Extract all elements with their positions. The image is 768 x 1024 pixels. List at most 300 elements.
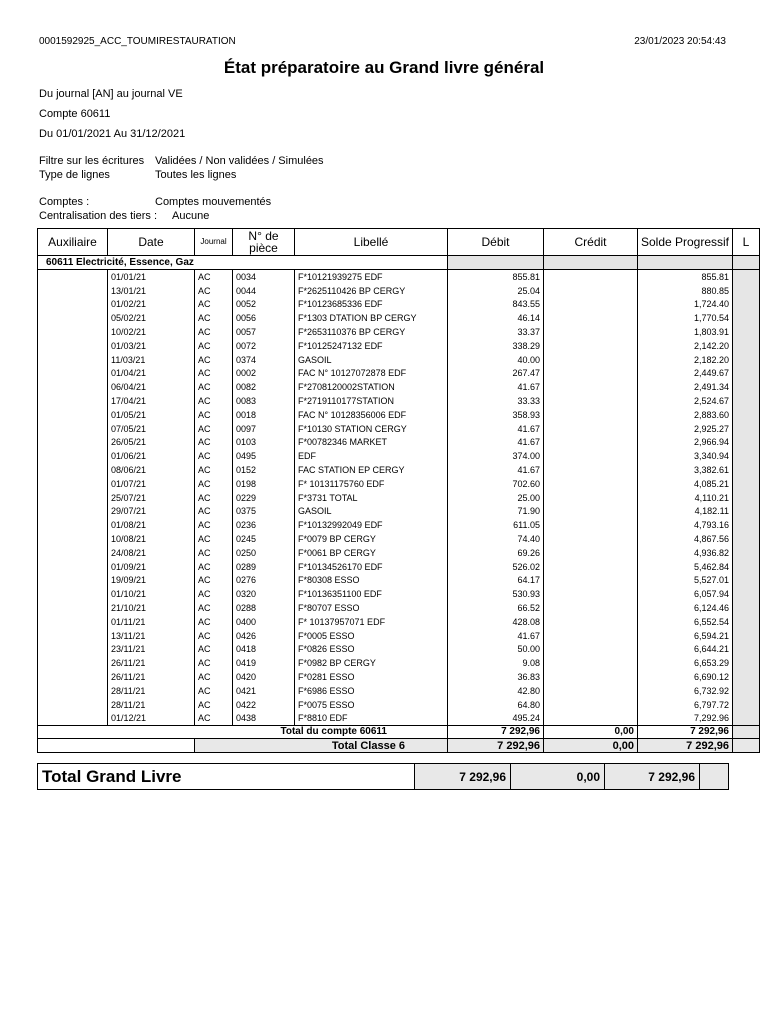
cell-auxiliaire bbox=[38, 601, 108, 615]
cell-libelle: FAC STATION EP CERGY bbox=[295, 463, 448, 477]
cell-credit bbox=[544, 408, 638, 422]
table-row bbox=[38, 284, 760, 298]
cell-l bbox=[733, 339, 760, 353]
cell-debit: 41.67 bbox=[448, 380, 544, 394]
cell-l bbox=[733, 615, 760, 629]
cell-piece: 0426 bbox=[233, 629, 295, 643]
accounts-label: Comptes : bbox=[39, 196, 90, 208]
cell-journal: AC bbox=[195, 380, 233, 394]
cell-l bbox=[733, 656, 760, 670]
cell-l bbox=[733, 587, 760, 601]
cell-l bbox=[733, 698, 760, 712]
cell-journal: AC bbox=[195, 367, 233, 381]
cell-l bbox=[733, 601, 760, 615]
cell-date: 01/02/21 bbox=[108, 298, 195, 312]
account-total-solde: 7 292,96 bbox=[638, 726, 733, 739]
table-row bbox=[38, 270, 760, 284]
page-title: État préparatoire au Grand livre général bbox=[223, 58, 545, 77]
cell-credit bbox=[544, 325, 638, 339]
cell-piece: 0320 bbox=[233, 587, 295, 601]
cell-debit: 530.93 bbox=[448, 587, 544, 601]
cell-date: 28/11/21 bbox=[108, 684, 195, 698]
col-credit: Crédit bbox=[544, 229, 638, 256]
cell-auxiliaire bbox=[38, 436, 108, 450]
cell-solde: 2,491.34 bbox=[638, 380, 733, 394]
ledger-table bbox=[37, 228, 760, 753]
table-row bbox=[38, 574, 760, 588]
report-id: 0001592925_ACC_TOUMIRESTAURATION bbox=[39, 36, 236, 47]
date-range: Du 01/01/2021 Au 31/12/2021 bbox=[39, 128, 186, 140]
cell-solde: 2,524.67 bbox=[638, 394, 733, 408]
cell-solde: 855.81 bbox=[638, 270, 733, 284]
cell-journal: AC bbox=[195, 436, 233, 450]
cell-debit: 611.05 bbox=[448, 518, 544, 532]
col-journal: Journal bbox=[195, 229, 233, 256]
journal-range: Du journal [AN] au journal VE bbox=[39, 88, 183, 100]
cell-piece: 0103 bbox=[233, 436, 295, 450]
cell-credit bbox=[544, 574, 638, 588]
cell-libelle: F*8810 EDF bbox=[295, 712, 448, 726]
cell-auxiliaire bbox=[38, 574, 108, 588]
cell-auxiliaire bbox=[38, 353, 108, 367]
cell-libelle: F*0281 ESSO bbox=[295, 670, 448, 684]
cell-date: 24/08/21 bbox=[108, 546, 195, 560]
cell-libelle: F*10136351100 EDF bbox=[295, 587, 448, 601]
cell-debit: 41.67 bbox=[448, 422, 544, 436]
cell-journal: AC bbox=[195, 698, 233, 712]
cell-libelle: F*0982 BP CERGY bbox=[295, 656, 448, 670]
cell-libelle: F*0079 BP CERGY bbox=[295, 532, 448, 546]
cell-auxiliaire bbox=[38, 518, 108, 532]
cell-journal: AC bbox=[195, 670, 233, 684]
cell-journal: AC bbox=[195, 463, 233, 477]
cell-solde: 5,462.84 bbox=[638, 560, 733, 574]
cell-date: 07/05/21 bbox=[108, 422, 195, 436]
cell-date: 28/11/21 bbox=[108, 698, 195, 712]
cell-solde: 2,449.67 bbox=[638, 367, 733, 381]
cell-solde: 4,110.21 bbox=[638, 491, 733, 505]
cell-date: 01/09/21 bbox=[108, 560, 195, 574]
cell-date: 29/07/21 bbox=[108, 505, 195, 519]
cell-auxiliaire bbox=[38, 270, 108, 284]
table-row bbox=[38, 656, 760, 670]
cell-l bbox=[733, 643, 760, 657]
cell-piece: 0419 bbox=[233, 656, 295, 670]
cell-libelle: F*2719110177STATION bbox=[295, 394, 448, 408]
col-solde: Solde Progressif bbox=[638, 229, 733, 256]
cell-date: 01/12/21 bbox=[108, 712, 195, 726]
cell-auxiliaire bbox=[38, 629, 108, 643]
cell-debit: 33.37 bbox=[448, 325, 544, 339]
filter-label: Filtre sur les écritures bbox=[39, 155, 145, 167]
class-total-debit: 7 292,96 bbox=[448, 739, 544, 753]
table-row bbox=[38, 394, 760, 408]
table-row bbox=[38, 298, 760, 312]
cell-date: 01/10/21 bbox=[108, 587, 195, 601]
cell-l bbox=[733, 560, 760, 574]
cell-solde: 3,340.94 bbox=[638, 449, 733, 463]
class-total-spacer bbox=[38, 739, 195, 753]
cell-l bbox=[733, 684, 760, 698]
cell-libelle: F*3731 TOTAL bbox=[295, 491, 448, 505]
cell-journal: AC bbox=[195, 587, 233, 601]
cell-debit: 702.60 bbox=[448, 477, 544, 491]
cell-libelle: F*10130 STATION CERGY bbox=[295, 422, 448, 436]
cell-auxiliaire bbox=[38, 394, 108, 408]
cell-solde: 6,057.94 bbox=[638, 587, 733, 601]
cell-solde: 3,382.61 bbox=[638, 463, 733, 477]
table-row bbox=[38, 491, 760, 505]
cell-credit bbox=[544, 339, 638, 353]
table-row bbox=[38, 698, 760, 712]
cell-auxiliaire bbox=[38, 380, 108, 394]
cell-l bbox=[733, 422, 760, 436]
cell-date: 01/04/21 bbox=[108, 367, 195, 381]
cell-journal: AC bbox=[195, 518, 233, 532]
cell-piece: 0044 bbox=[233, 284, 295, 298]
table-row bbox=[38, 505, 760, 519]
cell-piece: 0288 bbox=[233, 601, 295, 615]
cell-solde: 6,124.46 bbox=[638, 601, 733, 615]
cell-journal: AC bbox=[195, 574, 233, 588]
cell-auxiliaire bbox=[38, 698, 108, 712]
cell-date: 13/01/21 bbox=[108, 284, 195, 298]
cell-piece: 0229 bbox=[233, 491, 295, 505]
cell-piece: 0034 bbox=[233, 270, 295, 284]
cell-debit: 64.80 bbox=[448, 698, 544, 712]
cell-debit: 41.67 bbox=[448, 436, 544, 450]
cell-debit: 41.67 bbox=[448, 463, 544, 477]
cell-date: 11/03/21 bbox=[108, 353, 195, 367]
cell-debit: 25.04 bbox=[448, 284, 544, 298]
cell-date: 05/02/21 bbox=[108, 311, 195, 325]
cell-solde: 2,966.94 bbox=[638, 436, 733, 450]
cell-journal: AC bbox=[195, 298, 233, 312]
cell-credit bbox=[544, 284, 638, 298]
cell-l bbox=[733, 436, 760, 450]
cell-credit bbox=[544, 601, 638, 615]
cell-libelle: F*10132992049 EDF bbox=[295, 518, 448, 532]
cell-debit: 46.14 bbox=[448, 311, 544, 325]
table-row bbox=[38, 325, 760, 339]
centralisation-label: Centralisation des tiers : bbox=[39, 210, 157, 222]
cell-auxiliaire bbox=[38, 339, 108, 353]
cell-auxiliaire bbox=[38, 477, 108, 491]
cell-date: 25/07/21 bbox=[108, 491, 195, 505]
cell-credit bbox=[544, 629, 638, 643]
cell-piece: 0083 bbox=[233, 394, 295, 408]
cell-journal: AC bbox=[195, 491, 233, 505]
table-row bbox=[38, 367, 760, 381]
table-row bbox=[38, 560, 760, 574]
cell-libelle: F*2708120002STATION bbox=[295, 380, 448, 394]
cell-date: 26/11/21 bbox=[108, 656, 195, 670]
cell-libelle: F*10121939275 EDF bbox=[295, 270, 448, 284]
cell-solde: 2,142.20 bbox=[638, 339, 733, 353]
cell-auxiliaire bbox=[38, 367, 108, 381]
cell-piece: 0276 bbox=[233, 574, 295, 588]
col-auxiliaire: Auxiliaire bbox=[38, 229, 108, 256]
table-header bbox=[38, 229, 760, 256]
cell-credit bbox=[544, 477, 638, 491]
cell-date: 26/11/21 bbox=[108, 670, 195, 684]
cell-l bbox=[733, 325, 760, 339]
cell-debit: 374.00 bbox=[448, 449, 544, 463]
cell-auxiliaire bbox=[38, 684, 108, 698]
cell-auxiliaire bbox=[38, 560, 108, 574]
cell-libelle: F*0005 ESSO bbox=[295, 629, 448, 643]
cell-solde: 4,793.16 bbox=[638, 518, 733, 532]
cell-piece: 0236 bbox=[233, 518, 295, 532]
cell-solde: 1,803.91 bbox=[638, 325, 733, 339]
cell-libelle: F*10123685336 EDF bbox=[295, 298, 448, 312]
cell-debit: 41.67 bbox=[448, 629, 544, 643]
cell-piece: 0418 bbox=[233, 643, 295, 657]
cell-libelle: EDF bbox=[295, 449, 448, 463]
cell-piece: 0152 bbox=[233, 463, 295, 477]
cell-libelle: F*0061 BP CERGY bbox=[295, 546, 448, 560]
cell-piece: 0422 bbox=[233, 698, 295, 712]
cell-l bbox=[733, 712, 760, 726]
cell-l bbox=[733, 463, 760, 477]
cell-auxiliaire bbox=[38, 712, 108, 726]
cell-date: 10/02/21 bbox=[108, 325, 195, 339]
cell-date: 26/05/21 bbox=[108, 436, 195, 450]
cell-debit: 25.00 bbox=[448, 491, 544, 505]
cell-piece: 0002 bbox=[233, 367, 295, 381]
cell-journal: AC bbox=[195, 325, 233, 339]
cell-solde: 6,653.29 bbox=[638, 656, 733, 670]
cell-date: 10/08/21 bbox=[108, 532, 195, 546]
cell-debit: 74.40 bbox=[448, 532, 544, 546]
cell-libelle: GASOIL bbox=[295, 353, 448, 367]
cell-piece: 0400 bbox=[233, 615, 295, 629]
cell-auxiliaire bbox=[38, 656, 108, 670]
cell-libelle: F*6986 ESSO bbox=[295, 684, 448, 698]
cell-credit bbox=[544, 684, 638, 698]
cell-solde: 5,527.01 bbox=[638, 574, 733, 588]
cell-auxiliaire bbox=[38, 670, 108, 684]
cell-debit: 495.24 bbox=[448, 712, 544, 726]
report-timestamp: 23/01/2023 20:54:43 bbox=[634, 36, 726, 47]
cell-date: 01/06/21 bbox=[108, 449, 195, 463]
class-total-credit: 0,00 bbox=[544, 739, 638, 753]
cell-date: 08/06/21 bbox=[108, 463, 195, 477]
cell-piece: 0495 bbox=[233, 449, 295, 463]
cell-libelle: F*10125247132 EDF bbox=[295, 339, 448, 353]
grand-total-debit: 7 292,96 bbox=[415, 764, 511, 790]
cell-piece: 0421 bbox=[233, 684, 295, 698]
grand-total-label: Total Grand Livre bbox=[38, 764, 415, 790]
cell-credit bbox=[544, 546, 638, 560]
cell-debit: 358.93 bbox=[448, 408, 544, 422]
cell-journal: AC bbox=[195, 643, 233, 657]
col-date: Date bbox=[108, 229, 195, 256]
cell-date: 01/08/21 bbox=[108, 518, 195, 532]
cell-debit: 69.26 bbox=[448, 546, 544, 560]
cell-libelle: F*0075 ESSO bbox=[295, 698, 448, 712]
cell-journal: AC bbox=[195, 712, 233, 726]
cell-debit: 428.08 bbox=[448, 615, 544, 629]
cell-journal: AC bbox=[195, 311, 233, 325]
cell-l bbox=[733, 491, 760, 505]
table-row bbox=[38, 615, 760, 629]
cell-l bbox=[733, 477, 760, 491]
cell-debit: 526.02 bbox=[448, 560, 544, 574]
cell-auxiliaire bbox=[38, 491, 108, 505]
cell-credit bbox=[544, 532, 638, 546]
cell-l bbox=[733, 298, 760, 312]
cell-credit bbox=[544, 712, 638, 726]
cell-credit bbox=[544, 367, 638, 381]
cell-libelle: F*1303 DTATION BP CERGY bbox=[295, 311, 448, 325]
cell-l bbox=[733, 505, 760, 519]
cell-l bbox=[733, 380, 760, 394]
cell-journal: AC bbox=[195, 656, 233, 670]
cell-debit: 33.33 bbox=[448, 394, 544, 408]
cell-l bbox=[733, 629, 760, 643]
class-total-label: Total Classe 6 bbox=[195, 739, 448, 753]
cell-l bbox=[733, 449, 760, 463]
cell-journal: AC bbox=[195, 422, 233, 436]
cell-date: 01/03/21 bbox=[108, 339, 195, 353]
cell-piece: 0420 bbox=[233, 670, 295, 684]
cell-credit bbox=[544, 656, 638, 670]
table-row bbox=[38, 477, 760, 491]
table-row bbox=[38, 587, 760, 601]
cell-l bbox=[733, 353, 760, 367]
cell-libelle: FAC N° 10128356006 EDF bbox=[295, 408, 448, 422]
cell-journal: AC bbox=[195, 270, 233, 284]
cell-piece: 0097 bbox=[233, 422, 295, 436]
cell-debit: 50.00 bbox=[448, 643, 544, 657]
cell-credit bbox=[544, 298, 638, 312]
account-total-l bbox=[733, 726, 760, 739]
cell-piece: 0056 bbox=[233, 311, 295, 325]
cell-libelle: F*2625110426 BP CERGY bbox=[295, 284, 448, 298]
col-piece: N° de pièce bbox=[233, 229, 295, 256]
cell-auxiliaire bbox=[38, 505, 108, 519]
cell-solde: 1,770.54 bbox=[638, 311, 733, 325]
cell-l bbox=[733, 670, 760, 684]
cell-credit bbox=[544, 380, 638, 394]
cell-solde: 6,797.72 bbox=[638, 698, 733, 712]
table-row bbox=[38, 380, 760, 394]
cell-piece: 0057 bbox=[233, 325, 295, 339]
cell-debit: 71.90 bbox=[448, 505, 544, 519]
cell-piece: 0198 bbox=[233, 477, 295, 491]
cell-credit bbox=[544, 587, 638, 601]
cell-credit bbox=[544, 505, 638, 519]
cell-journal: AC bbox=[195, 394, 233, 408]
cell-credit bbox=[544, 394, 638, 408]
cell-libelle: F*0826 ESSO bbox=[295, 643, 448, 657]
cell-credit bbox=[544, 353, 638, 367]
cell-l bbox=[733, 546, 760, 560]
cell-date: 19/09/21 bbox=[108, 574, 195, 588]
cell-date: 01/11/21 bbox=[108, 615, 195, 629]
cell-solde: 880.85 bbox=[638, 284, 733, 298]
cell-auxiliaire bbox=[38, 587, 108, 601]
cell-libelle: F*2653110376 BP CERGY bbox=[295, 325, 448, 339]
cell-auxiliaire bbox=[38, 615, 108, 629]
table-row bbox=[38, 643, 760, 657]
table-row bbox=[38, 684, 760, 698]
table-row bbox=[38, 532, 760, 546]
grand-total-l bbox=[700, 764, 729, 790]
cell-solde: 7,292.96 bbox=[638, 712, 733, 726]
cell-date: 01/01/21 bbox=[108, 270, 195, 284]
cell-solde: 6,594.21 bbox=[638, 629, 733, 643]
cell-libelle: F*80707 ESSO bbox=[295, 601, 448, 615]
cell-date: 06/04/21 bbox=[108, 380, 195, 394]
table-row bbox=[38, 670, 760, 684]
cell-journal: AC bbox=[195, 601, 233, 615]
cell-solde: 4,182.11 bbox=[638, 505, 733, 519]
account-total-row bbox=[38, 726, 760, 739]
cell-solde: 1,724.40 bbox=[638, 298, 733, 312]
cell-libelle: F*80308 ESSO bbox=[295, 574, 448, 588]
cell-credit bbox=[544, 615, 638, 629]
cell-auxiliaire bbox=[38, 284, 108, 298]
cell-piece: 0052 bbox=[233, 298, 295, 312]
cell-piece: 0289 bbox=[233, 560, 295, 574]
table-row bbox=[38, 712, 760, 726]
cell-credit bbox=[544, 698, 638, 712]
cell-journal: AC bbox=[195, 353, 233, 367]
cell-solde: 6,732.92 bbox=[638, 684, 733, 698]
cell-journal: AC bbox=[195, 339, 233, 353]
grand-total-solde: 7 292,96 bbox=[605, 764, 700, 790]
cell-journal: AC bbox=[195, 449, 233, 463]
table-row bbox=[38, 449, 760, 463]
cell-credit bbox=[544, 449, 638, 463]
cell-journal: AC bbox=[195, 560, 233, 574]
cell-l bbox=[733, 518, 760, 532]
cell-credit bbox=[544, 463, 638, 477]
cell-l bbox=[733, 284, 760, 298]
cell-piece: 0438 bbox=[233, 712, 295, 726]
cell-solde: 6,552.54 bbox=[638, 615, 733, 629]
col-libelle: Libellé bbox=[295, 229, 448, 256]
table-row bbox=[38, 601, 760, 615]
cell-solde: 4,085.21 bbox=[638, 477, 733, 491]
cell-debit: 42.80 bbox=[448, 684, 544, 698]
cell-journal: AC bbox=[195, 629, 233, 643]
cell-solde: 2,883.60 bbox=[638, 408, 733, 422]
cell-auxiliaire bbox=[38, 546, 108, 560]
cell-solde: 4,936.82 bbox=[638, 546, 733, 560]
cell-l bbox=[733, 574, 760, 588]
cell-l bbox=[733, 408, 760, 422]
cell-libelle: F*00782346 MARKET bbox=[295, 436, 448, 450]
cell-piece: 0250 bbox=[233, 546, 295, 560]
cell-debit: 66.52 bbox=[448, 601, 544, 615]
cell-date: 01/07/21 bbox=[108, 477, 195, 491]
cell-auxiliaire bbox=[38, 325, 108, 339]
line-type-label: Type de lignes bbox=[39, 169, 110, 181]
cell-debit: 64.17 bbox=[448, 574, 544, 588]
account-total-debit: 7 292,96 bbox=[448, 726, 544, 739]
cell-date: 21/10/21 bbox=[108, 601, 195, 615]
cell-auxiliaire bbox=[38, 643, 108, 657]
cell-journal: AC bbox=[195, 615, 233, 629]
accounts-value: Comptes mouvementés bbox=[155, 196, 272, 208]
cell-credit bbox=[544, 311, 638, 325]
cell-debit: 267.47 bbox=[448, 367, 544, 381]
cell-credit bbox=[544, 560, 638, 574]
cell-solde: 4,867.56 bbox=[638, 532, 733, 546]
